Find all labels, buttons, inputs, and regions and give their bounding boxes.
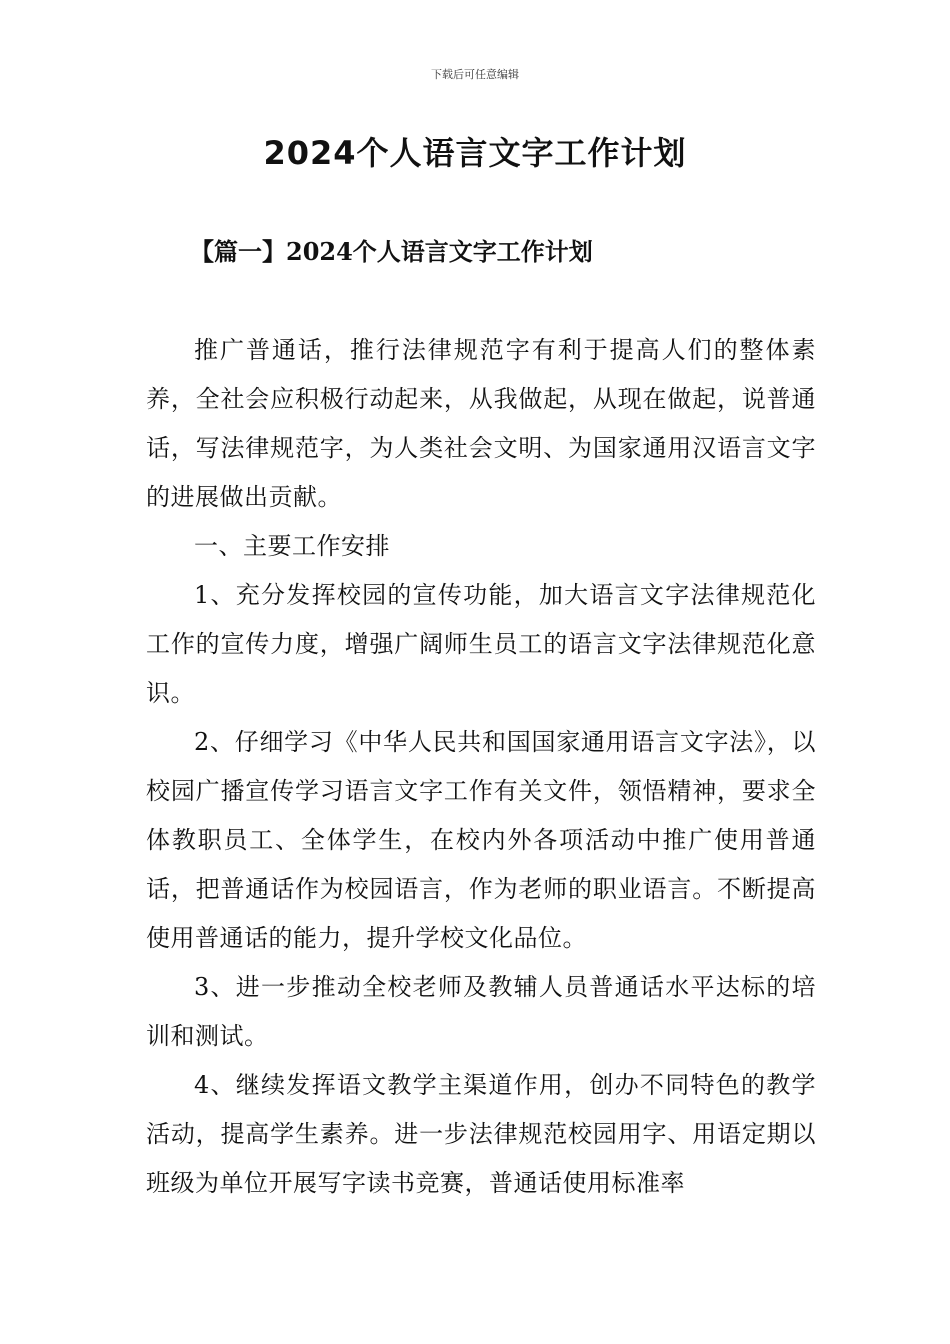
section-title: 【篇一】2024个人语言文字工作计划: [190, 237, 593, 266]
paragraph-item-1: 1、充分发挥校园的宣传功能，加大语言文字法律规范化工作的宣传力度，增强广阔师生员工的语言文字法律规范化意识。: [146, 581, 816, 707]
document-title: 2024个人语言文字工作计划: [263, 134, 687, 172]
paragraph-heading-main-work: 一、主要工作安排: [194, 532, 390, 560]
paragraph-item-4: 4、继续发挥语文教学主渠道作用，创办不同特色的教学活动，提高学生素养。进一步法律规范校园用字、用语定期以班级为单位开展写字读书竞赛，普通话使用标准率: [146, 1071, 816, 1197]
paragraph-item-3: 3、进一步推动全校老师及教辅人员普通话水平达标的培训和测试。: [146, 973, 816, 1050]
document-body: [146, 326, 816, 1208]
paragraph-intro: 推广普通话，推行法律规范字有利于提高人们的整体素养，全社会应积极行动起来，从我做起，从现在做起，说普通话，写法律规范字，为人类社会文明、为国家通用汉语言文字的进展做出贡献。: [146, 336, 816, 511]
paragraph-item-2: 2、仔细学习《中华人民共和国国家通用语言文字法》，以校园广播宣传学习语言文字工作有关文件，领悟精神，要求全体教职员工、全体学生，在校内外各项活动中推广使用普通话，把普通话作为校园语言，作为老师的职业语言。不断提高使用普通话的能力，提升学校文化品位。: [146, 728, 816, 952]
header-note: 下载后可任意编辑: [431, 68, 519, 81]
